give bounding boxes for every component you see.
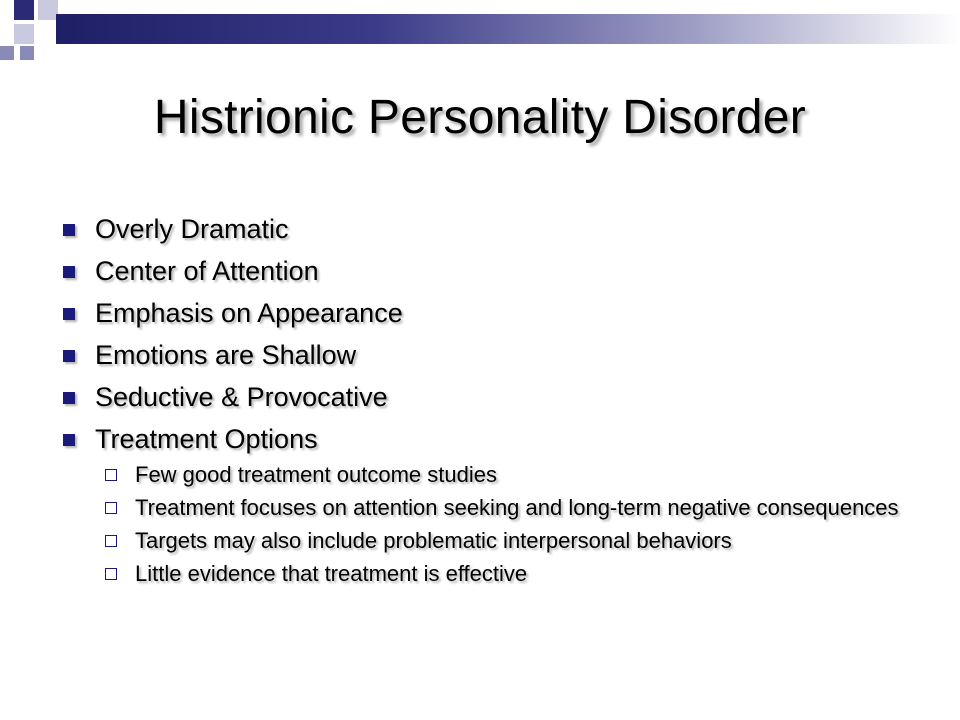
square-bullet-icon xyxy=(63,224,75,236)
bullet-text: Emphasis on Appearance xyxy=(95,298,403,328)
sub-bullet-text: Little evidence that treatment is effective xyxy=(135,561,528,586)
hollow-square-bullet-icon xyxy=(105,469,117,481)
sub-bullet-text: Few good treatment outcome studies xyxy=(135,462,497,487)
sub-bullet-item xyxy=(105,526,940,555)
bullet-text: Treatment Options xyxy=(95,424,318,454)
bullet-item xyxy=(60,208,940,250)
slide-content xyxy=(60,208,940,592)
bullet-text: Seductive & Provocative xyxy=(95,382,388,412)
decor-square-mid xyxy=(0,46,14,60)
sub-bullet-text: Targets may also include problematic interpersonal behaviors xyxy=(135,528,732,553)
square-bullet-icon xyxy=(63,308,75,320)
bullet-item xyxy=(60,292,940,334)
header-gradient-band xyxy=(56,14,960,44)
decor-square-dark xyxy=(14,0,34,20)
square-bullet-icon xyxy=(63,266,75,278)
sub-bullet-item xyxy=(105,559,940,588)
bullet-item xyxy=(60,418,940,460)
sub-bullet-text: Treatment focuses on attention seeking and long-term negative consequences xyxy=(135,495,899,520)
hollow-square-bullet-icon xyxy=(105,568,117,580)
decor-square-light xyxy=(14,24,34,44)
square-bullet-icon xyxy=(63,434,75,446)
hollow-square-bullet-icon xyxy=(105,502,117,514)
bullet-text: Emotions are Shallow xyxy=(95,340,357,370)
slide-title: Histrionic Personality Disorder xyxy=(153,91,807,144)
sub-bullet-item xyxy=(105,460,940,489)
bullet-item xyxy=(60,250,940,292)
bullet-text: Center of Attention xyxy=(95,256,319,286)
decor-square-light xyxy=(38,0,58,20)
header-decoration xyxy=(0,0,960,60)
bullet-item xyxy=(60,376,940,418)
bullet-text: Overly Dramatic xyxy=(95,214,289,244)
bullet-item xyxy=(60,334,940,376)
square-bullet-icon xyxy=(63,392,75,404)
hollow-square-bullet-icon xyxy=(105,535,117,547)
square-bullet-icon xyxy=(63,350,75,362)
decor-square-mid xyxy=(20,46,34,60)
sub-bullet-item xyxy=(105,493,940,522)
